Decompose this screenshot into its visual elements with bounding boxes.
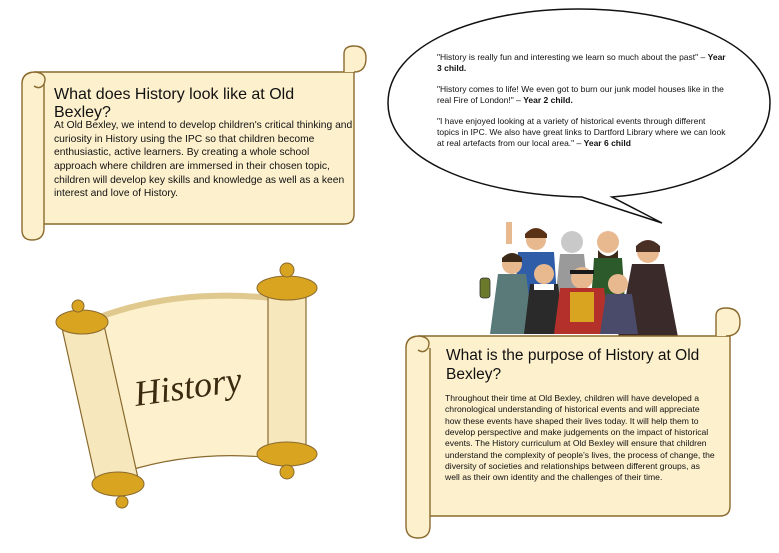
- scroll-1-title: What does History look like at Old Bexley?: [54, 86, 295, 121]
- scroll-1-body: At Old Bexley, we intend to develop children's critical thinking and curiosity in History using the IPC so that children become enthusiastic, active learners. By creating a whole school approach where children are immersed in their chosen topic, children will develop key skills and knowledge as well as a keen interest and love of History.: [54, 120, 353, 200]
- quote-year-6: [437, 116, 727, 149]
- history-word: History: [131, 359, 245, 414]
- scroll-2-title: What is the purpose of History at Old Bexley?: [446, 347, 700, 383]
- quote-text: "History is really fun and interesting we learn so much about the past" –: [437, 52, 706, 62]
- quote-author: Year 3 child.: [437, 52, 726, 74]
- quote-author: Year 2 child.: [523, 95, 573, 106]
- quote-author: Year 6 child: [583, 138, 631, 149]
- quote-year-2: [437, 84, 727, 106]
- quote-year-3: [437, 52, 727, 74]
- quote-text: "History comes to life! We even got to burn our junk model houses like in the real Fire of London!" –: [437, 84, 724, 106]
- quote-text: "I have enjoyed looking at a variety of historical events through different topics in IPC. We also have great links to Dartford Library where we can look at real artefacts from our local area." –: [437, 116, 726, 149]
- scroll-2-body: Throughout their time at Old Bexley, children will have developed a chronological understanding of historical events and will appreciate how these events have shaped their lives today. It will help them to develop perspective and make judgements on the impact of historical events. The History curriculum at Old Bexley will ensure that children understand the complexity of people's lives, the process of change, the diversity of societies and relationships between different groups, as well as their own identity and the challenges of their time.: [445, 393, 715, 483]
- history-scroll-illustration: [22, 258, 342, 520]
